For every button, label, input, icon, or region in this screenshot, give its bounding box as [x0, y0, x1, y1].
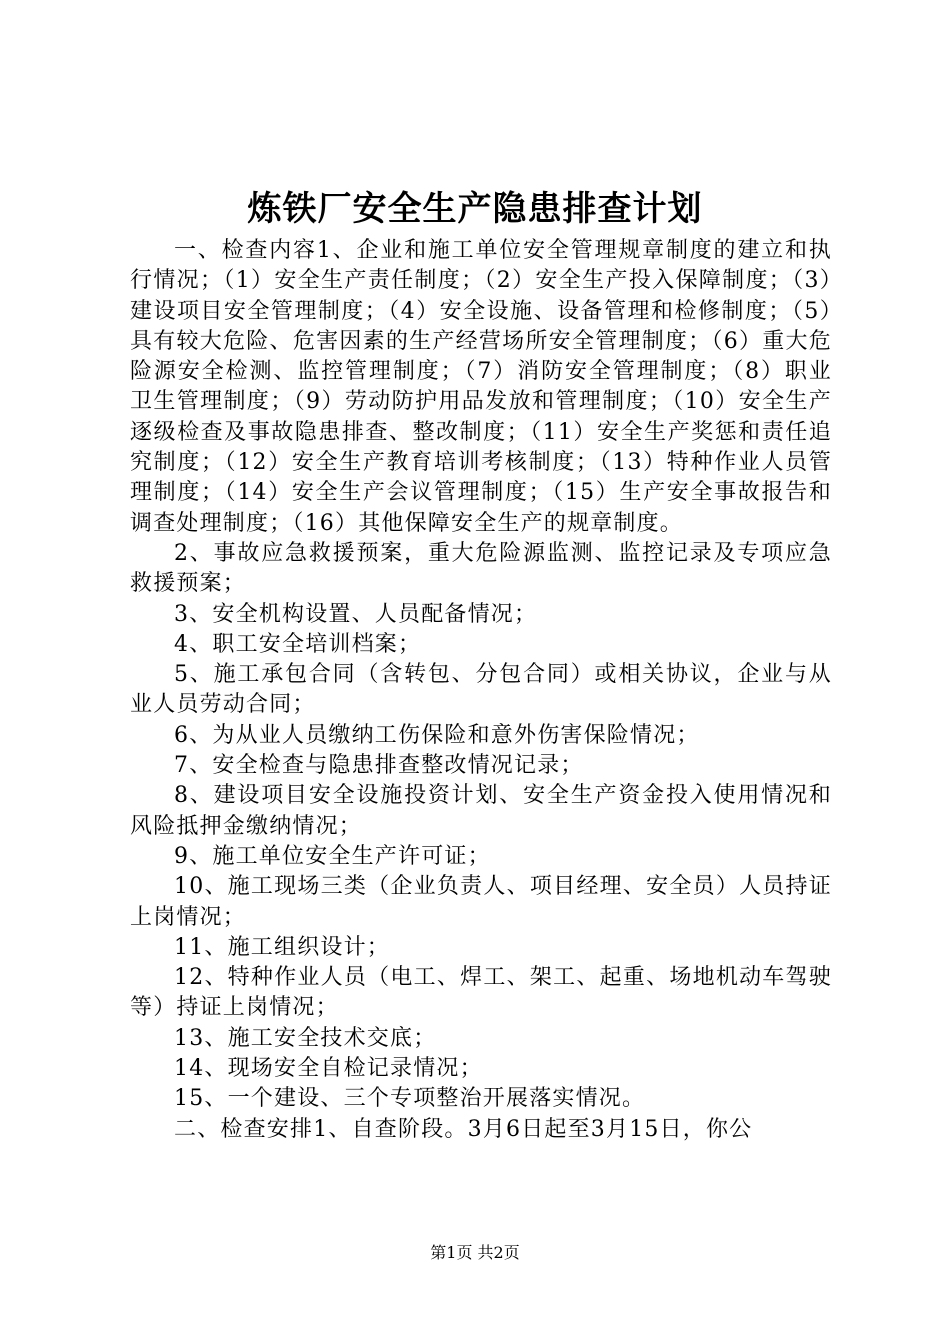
paragraph-item-5: 5、施工承包合同（含转包、分包合同）或相关协议，企业与从业人员劳动合同；: [130, 662, 832, 718]
paragraph-item-6: 6、为从业人员缴纳工伤保险和意外伤害保险情况；: [174, 722, 700, 748]
paragraph-item-9: 9、施工单位安全生产许可证；: [174, 843, 491, 869]
paragraph-item-4: 4、职工安全培训档案；: [174, 631, 422, 657]
paragraph-item-2: 2、事故应急救援预案，重大危险源监测、监控记录及专项应急救援预案；: [130, 540, 832, 597]
document-title: 炼铁厂安全生产隐患排查计划: [247, 189, 703, 229]
paragraph-item-11: 11、施工组织设计；: [174, 934, 390, 960]
document-body: [130, 236, 832, 1145]
paragraph-item-14: 14、现场安全自检记录情况；: [174, 1056, 483, 1082]
paragraph-check-content: 一、检查内容1、企业和施工单位安全管理规章制度的建立和执行情况；（1）安全生产责任制度；（2）安全生产投入保障制度；（3）建设项目安全管理制度；（4）安全设施、设备管理和检修制度；（5）具有较大危险、危害因素的生产经营场所安全管理制度；（6）重大危险源安全检测、监控管理制度；（7）消防安全管理制度；（8）职业卫生管理制度；（9）劳动防护用品发放和管理制度；（10）安全生产逐级检查及事故隐患排查、整改制度；（11）安全生产奖惩和责任追究制度；（12）安全生产教育培训考核制度；（13）特种作业人员管理制度；（14）安全生产会议管理制度；（15）生产安全事故报告和调查处理制度；（16）其他保障安全生产的规章制度。: [130, 238, 832, 536]
paragraph-item-15: 15、一个建设、三个专项整治开展落实情况。: [174, 1086, 646, 1112]
paragraph-item-3: 3、安全机构设置、人员配备情况；: [174, 601, 538, 627]
page-number-total: 共2页: [477, 1243, 520, 1262]
page-number-current: 第1页: [430, 1243, 473, 1262]
paragraph-item-13: 13、施工安全技术交底；: [174, 1025, 437, 1051]
paragraph-item-10: 10、施工现场三类（企业负责人、项目经理、安全员）人员持证上岗情况；: [130, 874, 832, 930]
page-footer: [0, 1242, 950, 1264]
paragraph-item-12: 12、特种作业人员（电工、焊工、架工、起重、场地机动车驾驶等）持证上岗情况；: [130, 965, 832, 1021]
paragraph-item-8: 8、建设项目安全设施投资计划、安全生产资金投入使用情况和风险抵押金缴纳情况；: [130, 783, 832, 839]
paragraph-check-schedule: 二、检查安排1、自查阶段。3月6日起至3月15日，你公: [174, 1116, 753, 1142]
paragraph-item-7: 7、安全检查与隐患排查整改情况记录；: [174, 753, 584, 779]
